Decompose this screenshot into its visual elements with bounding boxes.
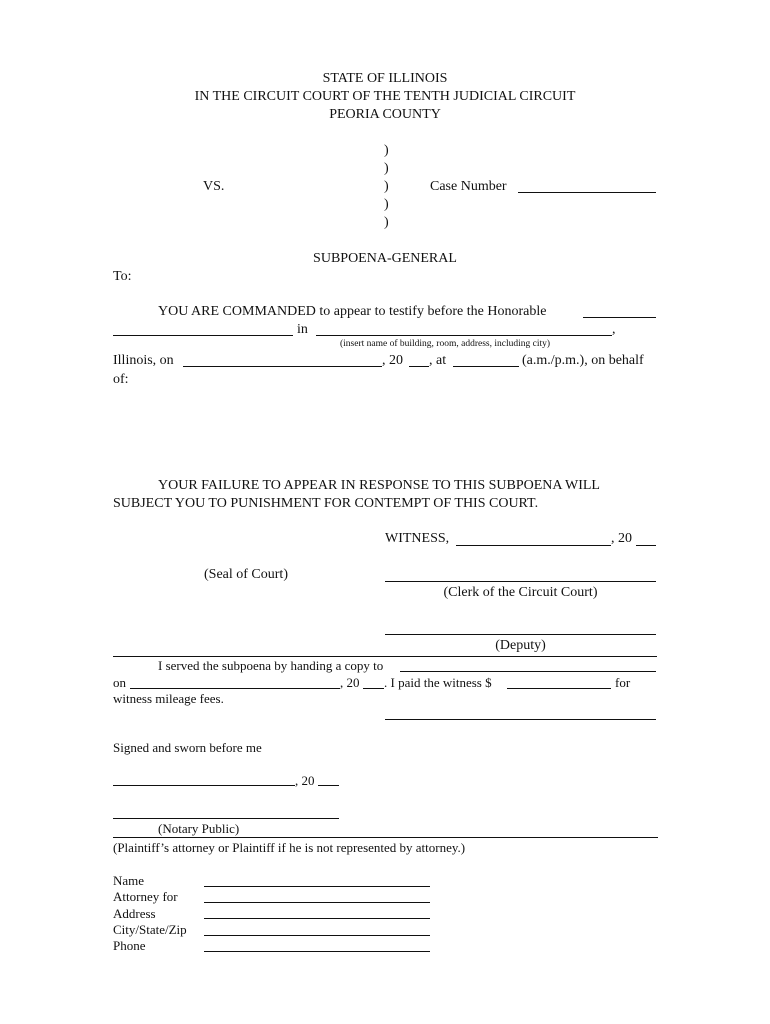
sworn-year-prefix: , 20 <box>295 773 315 788</box>
attorney-divider <box>113 837 658 838</box>
location-hint: (insert name of building, room, address, including city) <box>340 339 551 349</box>
attorney-field-label: Name <box>113 873 145 888</box>
comma: , <box>612 322 616 337</box>
clerk-label: (Clerk of the Circuit Court) <box>443 585 598 600</box>
phone-line[interactable] <box>204 951 430 952</box>
address-line[interactable] <box>204 918 430 919</box>
seal-label: (Seal of Court) <box>204 567 288 582</box>
illinois-on-label: Illinois, on <box>113 353 174 368</box>
notary-signature-line[interactable] <box>113 818 339 819</box>
case-number-label: Case Number <box>430 179 507 194</box>
state-heading: STATE OF ILLINOIS <box>322 71 448 86</box>
year-line[interactable] <box>409 366 429 367</box>
clerk-signature-line[interactable] <box>385 581 656 582</box>
sworn-date-line[interactable] <box>113 785 295 786</box>
command-text: YOU ARE COMMANDED to appear to testify before the Honorable <box>158 304 547 319</box>
witness-date-line[interactable] <box>456 545 611 546</box>
sworn-label: Signed and sworn before me <box>113 740 262 755</box>
failure-warning-line1: YOUR FAILURE TO APPEAR IN RESPONSE TO THIS SUBPOENA WILL <box>158 478 600 493</box>
deputy-signature-line[interactable] <box>385 634 656 635</box>
server-signature-line[interactable] <box>385 719 656 720</box>
document-title: SUBPOENA-GENERAL <box>313 251 457 266</box>
time-line[interactable] <box>453 366 519 367</box>
caption-paren: ) <box>384 215 389 230</box>
witness-year-line[interactable] <box>636 545 656 546</box>
judge-name-line[interactable] <box>583 317 656 318</box>
on-label: on <box>113 675 126 690</box>
city-state-zip-line[interactable] <box>204 935 430 936</box>
to-label: To: <box>113 269 132 284</box>
witness-label: WITNESS, <box>385 531 450 546</box>
attorney-for-line[interactable] <box>204 902 430 903</box>
court-heading: IN THE CIRCUIT COURT OF THE TENTH JUDICIAL CIRCUIT <box>194 89 576 104</box>
for-label: for <box>615 675 631 690</box>
sworn-year-line[interactable] <box>318 785 339 786</box>
paid-text: . I paid the witness $ <box>384 675 492 690</box>
location-line[interactable] <box>316 335 612 336</box>
mileage-amount-line[interactable] <box>507 688 611 689</box>
caption-paren: ) <box>384 161 389 176</box>
case-number-line[interactable] <box>518 192 656 193</box>
date-line[interactable] <box>183 366 382 367</box>
attorney-note: (Plaintiff’s attorney or Plaintiff if he is not represented by attorney.) <box>113 840 466 855</box>
caption-paren: ) <box>384 179 389 194</box>
at-label: , at <box>429 353 447 368</box>
caption-paren: ) <box>384 143 389 158</box>
attorney-field-label: Phone <box>113 938 146 953</box>
attorney-field-label: Address <box>113 906 156 921</box>
witness-year-prefix: , 20 <box>611 531 632 546</box>
service-year-line[interactable] <box>363 688 384 689</box>
name-line[interactable] <box>204 886 430 887</box>
notary-label: (Notary Public) <box>158 821 240 836</box>
judge-name-line-cont[interactable] <box>113 335 293 336</box>
of-label: of: <box>113 372 129 387</box>
caption-paren: ) <box>384 197 389 212</box>
served-person-line[interactable] <box>400 671 656 672</box>
ampm-behalf-label: (a.m./p.m.), on behalf <box>522 353 644 368</box>
section-divider <box>113 656 657 657</box>
in-label: in <box>297 322 308 337</box>
failure-warning-line2: SUBJECT YOU TO PUNISHMENT FOR CONTEMPT OF THIS COURT. <box>113 496 539 511</box>
versus-label: VS. <box>203 179 225 194</box>
year-prefix: , 20 <box>382 353 403 368</box>
service-text: I served the subpoena by handing a copy to <box>158 658 384 673</box>
mileage-fees-label: witness mileage fees. <box>113 691 224 706</box>
attorney-field-label: Attorney for <box>113 889 178 904</box>
attorney-field-label: City/State/Zip <box>113 922 187 937</box>
county-heading: PEORIA COUNTY <box>329 107 441 122</box>
deputy-label: (Deputy) <box>495 638 546 653</box>
service-year-prefix: , 20 <box>340 675 360 690</box>
service-date-line[interactable] <box>130 688 340 689</box>
